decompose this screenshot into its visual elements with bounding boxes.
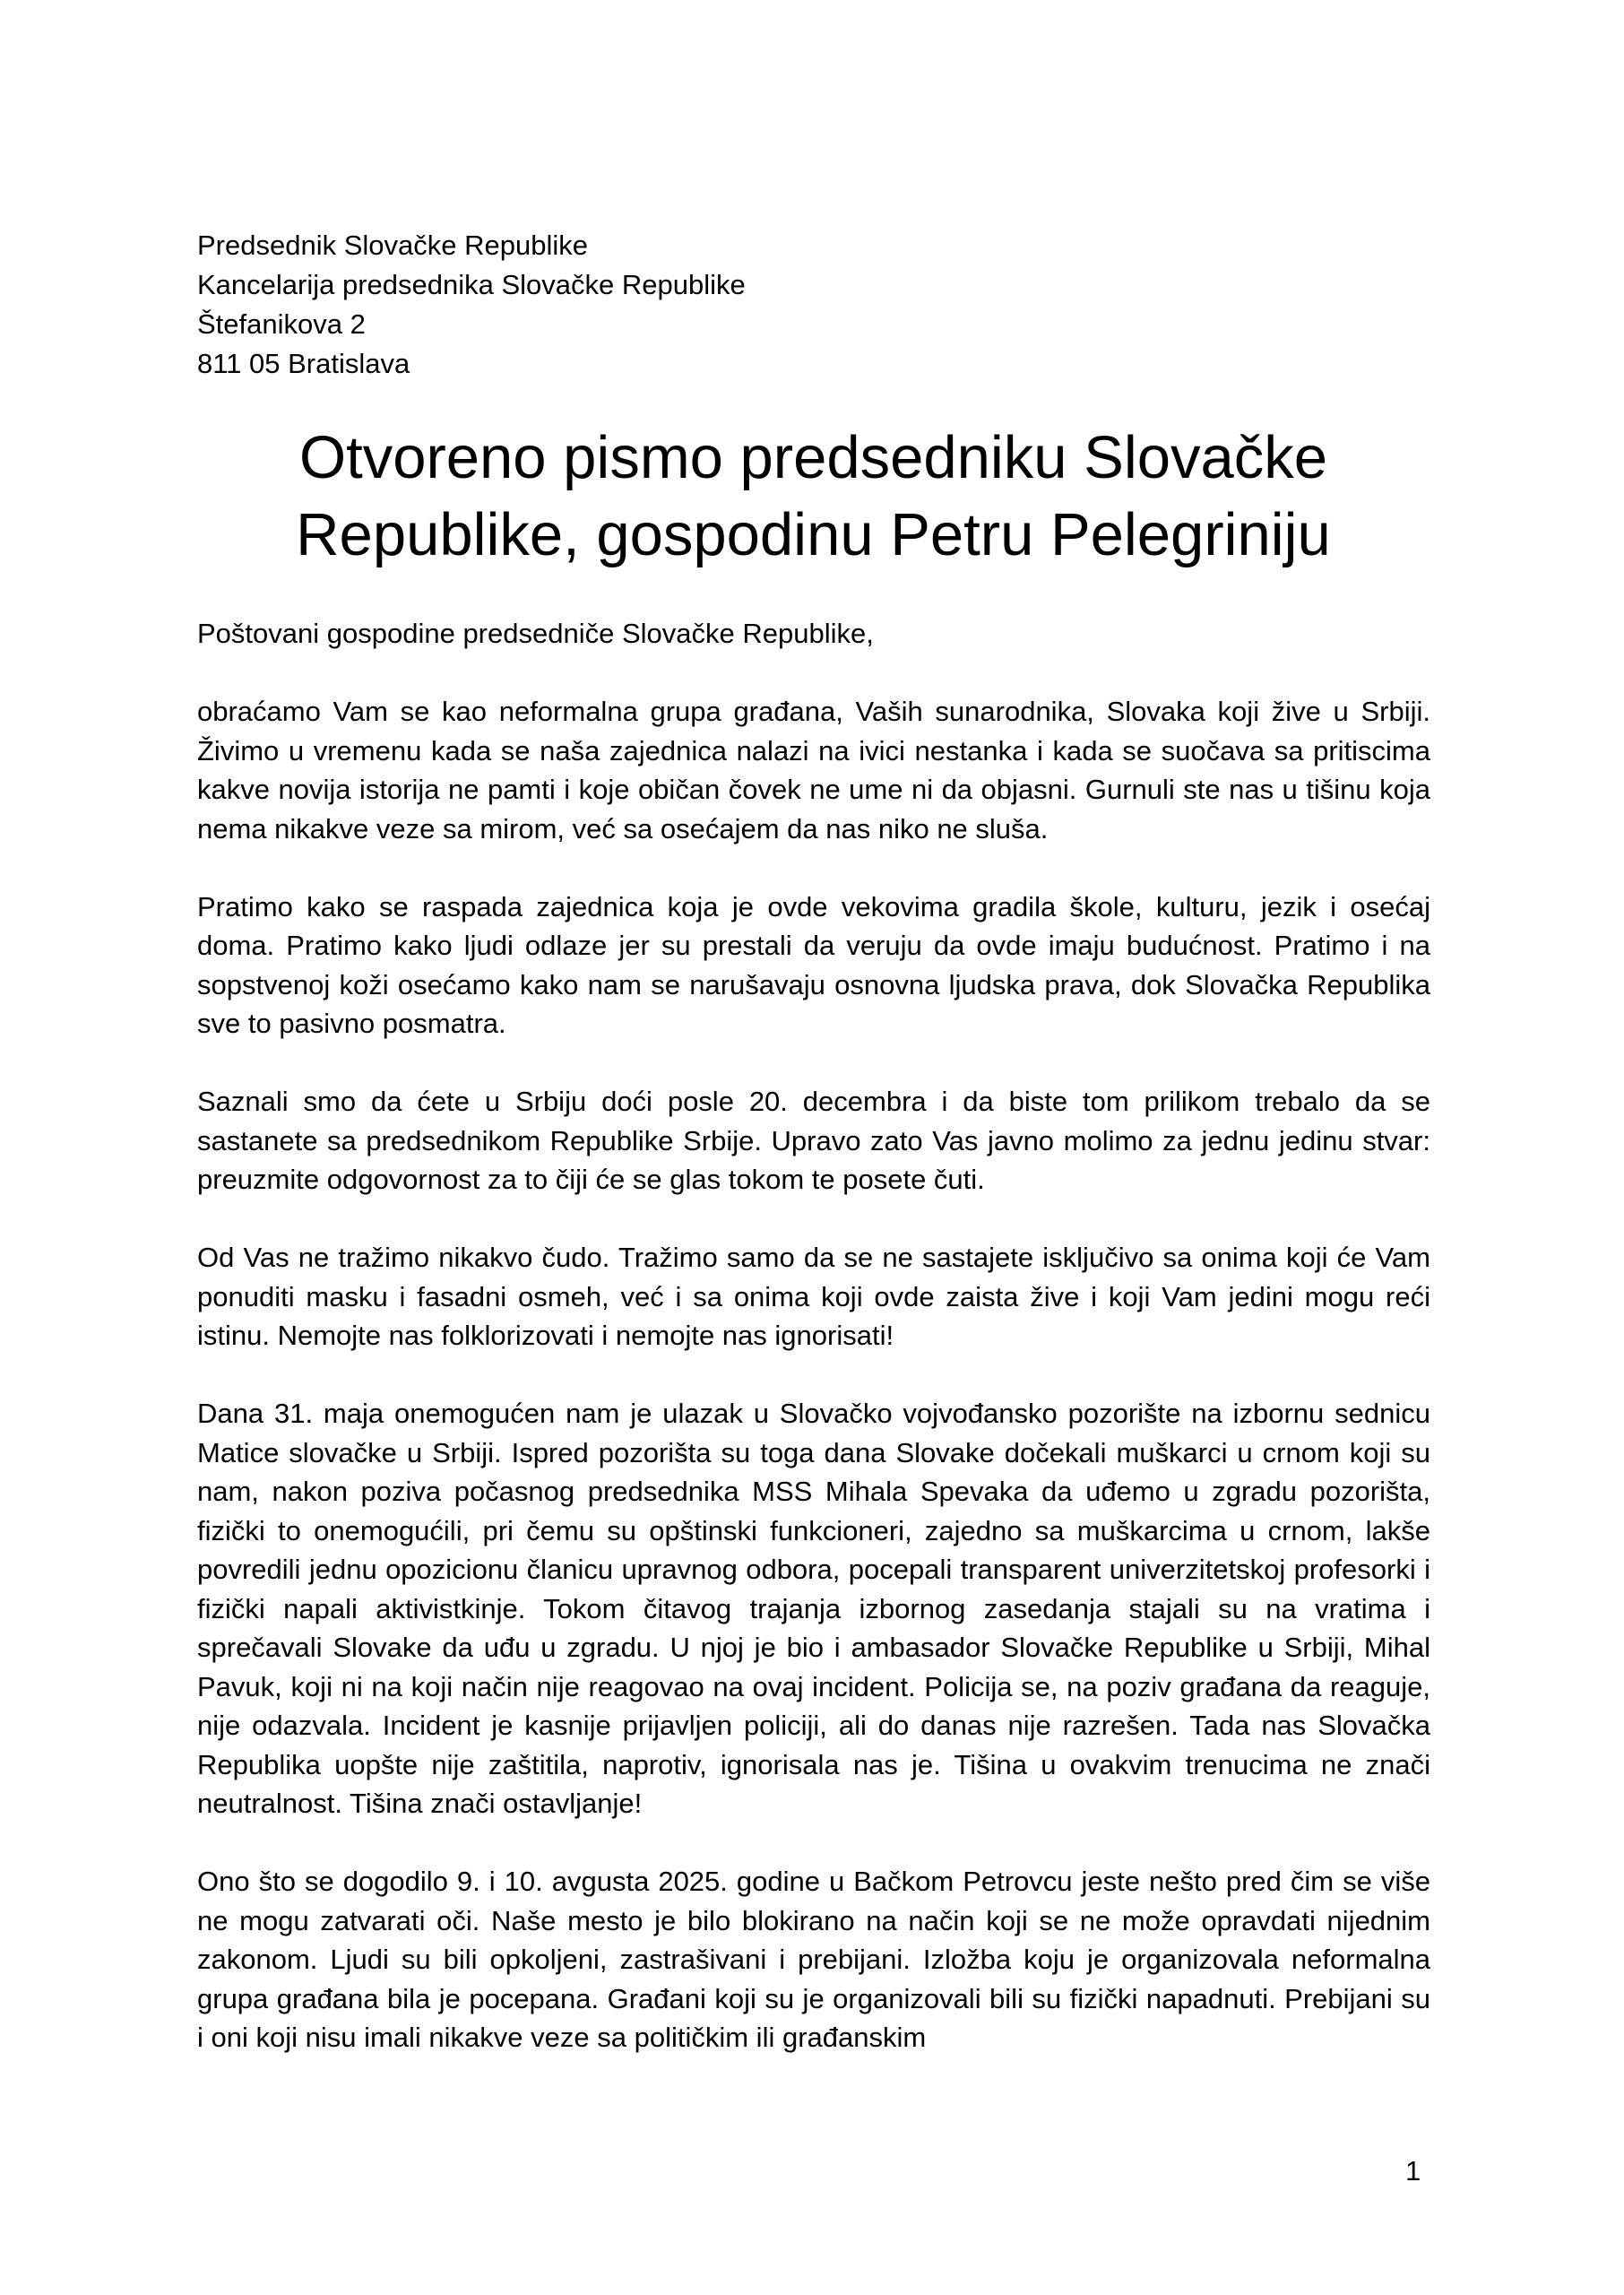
paragraph-5: Dana 31. maja onemogućen nam je ulazak u Slovačko vojvođansko pozorište na izbornu sednicu Matice slovačke u Srbiji. Ispred pozorišta su toga dana Slovake dočekali muškarci u crnom koji su nam, nakon poziva počasnog predsednika MSS Mihala Spevaka da uđemo u zgradu pozorišta, fizički to onemogućili, pri čemu su opštinski funkcioneri, zajedno sa muškarcima u crnom, lakše povredili jednu opozicionu članicu upravnog odbora, pocepali transparent univerzitetskoj profesorki i fizički napali aktivistkinje. Tokom čitavog trajanja izbornog zasedanja stajali su na vratima i sprečavali Slovake da uđu u zgradu. U njoj je bio i ambasador Slovačke Republike u Srbiji, Mihal Pavuk, koji ni na koji način nije reagovao na ovaj incident. Policija se, na poziv građana da reaguje, nije odazvala. Incident je kasnije prijavljen policiji, ali do danas nije razrešen. Tada nas Slovačka Republika uopšte nije zaštitila, naprotiv, ignorisala nas je. Tišina u ovakvim trenucima ne znači neutralnost. Tišina znači ostavljanje! bbox=[197, 1398, 1430, 1819]
paragraph-6: Ono što se dogodilo 9. i 10. avgusta 2025. godine u Bačkom Petrovcu jeste nešto pred čim se više ne mogu zatvarati oči. Naše mesto je bilo blokirano na način koji se ne može opravdati nijednim zakonom. Ljudi su bili opkoljeni, zastrašivani i prebijani. Izložba koju je organizovala neformalna grupa građana bila je pocepana. Građani koji su je organizovali bili su fizički napadnuti. Prebijani su i oni koji nisu imali nikakve veze sa političkim ili građanskim bbox=[197, 1866, 1430, 2053]
paragraph-2: Pratimo kako se raspada zajednica koja je ovde vekovima gradila škole, kulturu, jezik i osećaj doma. Pratimo kako ljudi odlaze jer su prestali da veruju da ovde imaju budućnost. Pratimo i na sopstvenoj koži osećamo kako nam se narušavaju osnovna ljudska prava, dok Slovačka Republika sve to pasivno posmatra. bbox=[197, 890, 1430, 1039]
paragraph-4: Od Vas ne tražimo nikakvo čudo. Tražimo samo da se ne sastajete isključivo sa onima koji će Vam ponuditi masku i fasadni osmeh, već i sa onima koji ovde zaista žive i koji Vam jedini mogu reći istinu. Nemojte nas folklorizovati i nemojte nas ignorisati! bbox=[197, 1242, 1430, 1351]
recipient-address bbox=[197, 226, 746, 384]
recipient-line-street: Štefanikova 2 bbox=[197, 308, 366, 340]
recipient-line-office: Kancelarija predsednika Slovačke Republike bbox=[197, 269, 746, 300]
paragraph-1: obraćamo Vam se kao neformalna grupa građana, Vaših sunarodnika, Slovaka koji žive u Srbiji. Živimo u vremenu kada se naša zajednica nalazi na ivici nestanka i kada se suočava sa pritiscima kakve novija istorija ne pamti i koje običan čovek ne ume ni da objasni. Gurnuli ste nas u tišinu koja nema nikakve veze sa mirom, već sa osećajem da nas niko ne sluša. bbox=[197, 696, 1430, 844]
recipient-line-city: 811 05 Bratislava bbox=[197, 348, 410, 379]
letter-body bbox=[197, 614, 1430, 2096]
letter-title: Otvoreno pismo predsedniku Slovačke Republike, gospodinu Petru Pelegriniju bbox=[296, 424, 1331, 568]
page-number: 1 bbox=[1405, 2155, 1421, 2187]
recipient-line-title: Predsednik Slovačke Republike bbox=[197, 230, 588, 261]
salutation: Poštovani gospodine predsedniče Slovačke Republike, bbox=[197, 618, 874, 649]
paragraph-3: Saznali smo da ćete u Srbiju doći posle 20. decembra i da biste tom prilikom trebalo da se sastanete sa predsednikom Republike Srbije. Upravo zato Vas javno molimo za jednu jedinu stvar: preuzmite odgovornost za to čiji će se glas tokom te posete čuti. bbox=[197, 1086, 1430, 1195]
